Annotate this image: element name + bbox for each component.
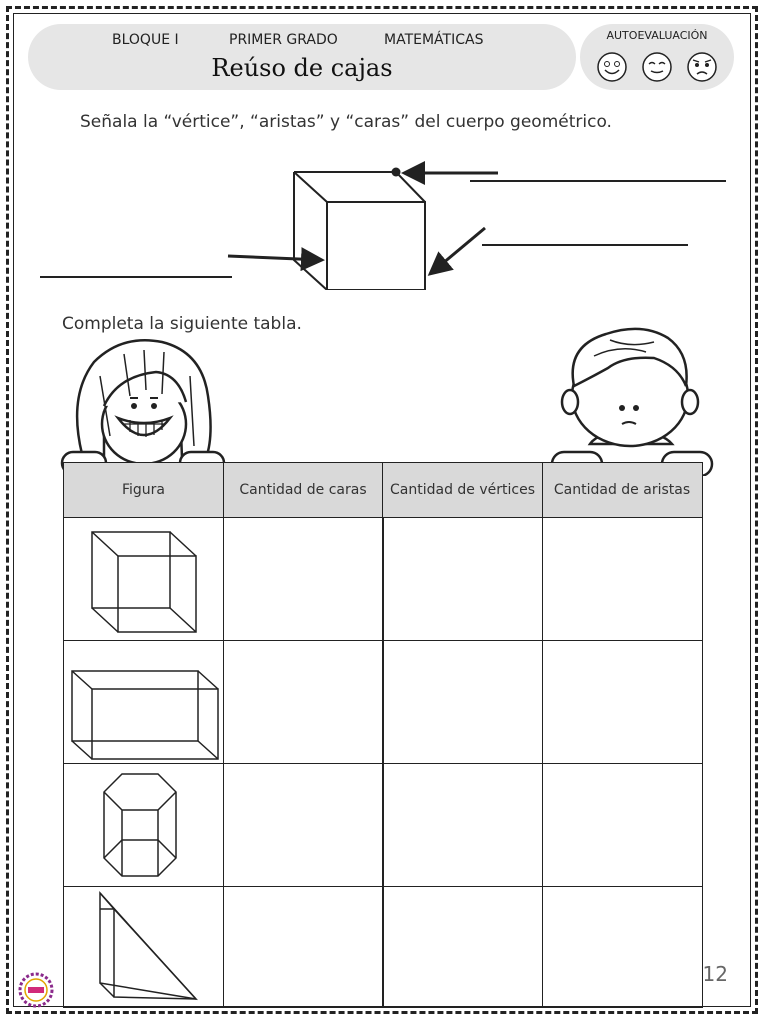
header-edges: Cantidad de aristas [542, 462, 703, 518]
table-row [63, 763, 703, 887]
answer-line-vertex[interactable] [470, 180, 726, 182]
vertices-answer-cell[interactable] [382, 763, 543, 887]
figure-cell [63, 640, 224, 764]
faces-answer-cell[interactable] [223, 886, 384, 1008]
table-row [63, 517, 703, 641]
logo-badge-icon [18, 972, 54, 1008]
cube-icon [64, 518, 224, 640]
edge-arrow [430, 228, 485, 274]
vertices-answer-cell[interactable] [382, 517, 543, 641]
self-evaluation-label: AUTOEVALUACIÓN [606, 29, 708, 42]
hexagonal-prism-icon [64, 764, 224, 886]
header-faces: Cantidad de caras [223, 462, 384, 518]
subject-label: MATEMÁTICAS [384, 32, 484, 48]
header-figure: Figura [63, 462, 224, 518]
block-label: BLOQUE I [112, 32, 179, 48]
edges-answer-cell[interactable] [542, 763, 703, 887]
figure-cell [63, 886, 224, 1008]
grade-label: PRIMER GRADO [229, 32, 338, 48]
edges-answer-cell[interactable] [542, 886, 703, 1008]
answer-line-edge[interactable] [482, 244, 688, 246]
edges-answer-cell[interactable] [542, 517, 703, 641]
vertices-answer-cell[interactable] [382, 640, 543, 764]
answer-line-face[interactable] [40, 276, 232, 278]
girl-illustration [60, 336, 235, 476]
cube-arrows [0, 0, 768, 300]
table-header-row [63, 462, 703, 518]
table-row [63, 886, 703, 1008]
figure-cell [63, 763, 224, 887]
rectangular-prism-icon [64, 641, 224, 763]
boy-illustration [550, 326, 715, 476]
edges-answer-cell[interactable] [542, 640, 703, 764]
figure-cell [63, 517, 224, 641]
faces-answer-cell[interactable] [223, 763, 384, 887]
faces-answer-cell[interactable] [223, 640, 384, 764]
triangular-prism-icon [64, 887, 224, 1007]
face-arrow [228, 256, 322, 260]
vertices-answer-cell[interactable] [382, 886, 543, 1008]
instruction-complete-table: Completa la siguiente tabla. [62, 314, 302, 334]
instruction-identify-parts: Señala la “vértice”, “aristas” y “caras” del cuerpo geométrico. [80, 112, 612, 132]
page-number: 12 [702, 962, 728, 986]
faces-answer-cell[interactable] [223, 517, 384, 641]
header-vertices: Cantidad de vértices [382, 462, 543, 518]
table-row [63, 640, 703, 764]
shapes-table [63, 462, 703, 1008]
page-title: Reúso de cajas [211, 54, 393, 82]
